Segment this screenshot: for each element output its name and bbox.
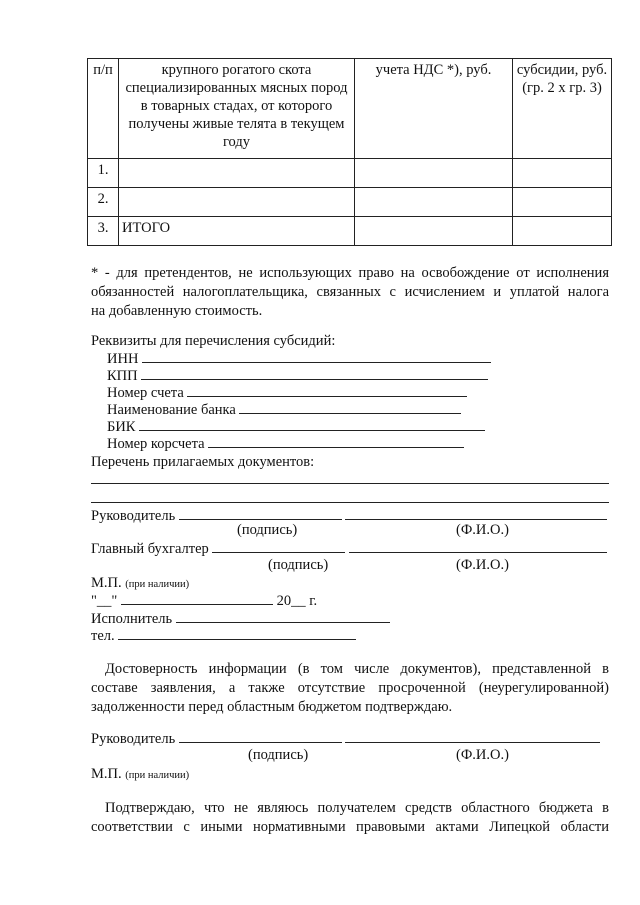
row-name: ИТОГО (119, 217, 355, 246)
requisites-title: Реквизиты для перечисления субсидий: (91, 333, 336, 349)
row-number: 1. (88, 159, 119, 188)
header-cell-subsidy: субсидии, руб. (гр. 2 х гр. 3) (513, 59, 612, 159)
tel-field[interactable] (118, 627, 356, 640)
footnote-line: на добавленную стоимость. (91, 303, 263, 319)
signature-caption: (подпись) (248, 747, 309, 763)
confirmation-line: задолженности перед областным бюджетом подтверждаю. (91, 699, 453, 715)
header-cell-num: п/п (88, 59, 119, 159)
stamp-row (91, 574, 189, 594)
fio-caption: (Ф.И.О.) (456, 522, 509, 538)
tel-row (91, 627, 356, 645)
bik-label: БИК (107, 419, 136, 435)
row-name (119, 188, 355, 217)
tel-label: тел. (91, 628, 115, 644)
row-cell (355, 217, 513, 246)
accountant-fio-field[interactable] (349, 540, 607, 553)
account-label: Номер счета (107, 385, 184, 401)
row-number: 2. (88, 188, 119, 217)
fio-caption: (Ф.И.О.) (456, 557, 509, 573)
head-fio-field[interactable] (345, 507, 607, 520)
docs-line[interactable] (91, 502, 609, 503)
bank-field[interactable] (239, 401, 461, 414)
signature-caption: (подпись) (237, 522, 298, 538)
corr-row (107, 435, 464, 453)
inn-row (107, 350, 491, 368)
stamp-note: (при наличии) (125, 770, 190, 781)
docs-line[interactable] (91, 483, 609, 484)
docs-title: Перечень прилагаемых документов: (91, 454, 315, 470)
head-label: Руководитель (91, 508, 176, 524)
head-fio-field[interactable] (345, 730, 600, 743)
footnote-line: * - для претендентов, не использующих право на освобождение от исполнения (91, 265, 609, 281)
kpp-label: КПП (107, 368, 138, 384)
row-number: 3. (88, 217, 119, 246)
fio-caption: (Ф.И.О.) (456, 747, 509, 763)
row-cell (513, 217, 612, 246)
corr-label: Номер корсчета (107, 436, 205, 452)
row-cell (513, 188, 612, 217)
confirmation-line: соответствии с иными нормативными правовыми актами Липецкой области (91, 819, 609, 835)
stamp-row-2 (91, 765, 189, 785)
subsidy-table (87, 58, 612, 246)
accountant-label: Главный бухгалтер (91, 541, 209, 557)
signature-caption: (подпись) (268, 557, 329, 573)
inn-label: ИНН (107, 351, 139, 367)
stamp-label: М.П. (91, 575, 122, 591)
confirmation-line: составе заявления, а также отсутствие просроченной (неурегулированной) (91, 680, 609, 696)
confirmation-line: Достоверность информации (в том числе документов), представленной в (105, 661, 609, 677)
row-cell (513, 159, 612, 188)
corr-field[interactable] (208, 435, 464, 448)
confirmation-paragraph-2 (91, 799, 609, 837)
row-name (119, 159, 355, 188)
stamp-label: М.П. (91, 766, 122, 782)
account-field[interactable] (187, 384, 467, 397)
date-day: "__" (91, 593, 118, 609)
head-signature-row (91, 507, 607, 525)
date-month-field[interactable] (121, 592, 273, 605)
date-year: 20__ г. (276, 593, 318, 609)
accountant-signature-field[interactable] (212, 540, 345, 553)
head-signature-field[interactable] (179, 507, 342, 520)
header-cell-livestock: крупного рогатого скота специализированных мясных пород в товарных стадах, от которого получены живые телята в текущем году (119, 59, 355, 159)
bank-row (107, 401, 461, 419)
table-row (88, 188, 612, 217)
bik-field[interactable] (139, 418, 485, 431)
executor-label: Исполнитель (91, 611, 173, 627)
table-header-row (88, 59, 612, 159)
head-signature-field[interactable] (179, 730, 342, 743)
accountant-row (91, 540, 607, 558)
footnote-line: обязанностей налогоплательщика, связанных с исчислением и уплатой налога (91, 284, 609, 300)
head-signature-row-2 (91, 730, 600, 748)
row-cell (355, 159, 513, 188)
head-label: Руководитель (91, 731, 176, 747)
table-row (88, 159, 612, 188)
footnote (91, 264, 609, 321)
kpp-row (107, 367, 488, 385)
header-cell-rate: учета НДС *), руб. (355, 59, 513, 159)
bik-row (107, 418, 485, 436)
account-row (107, 384, 467, 402)
table-row (88, 217, 612, 246)
executor-row (91, 610, 390, 628)
executor-field[interactable] (176, 610, 390, 623)
inn-field[interactable] (142, 350, 491, 363)
stamp-note: (при наличии) (125, 579, 190, 590)
confirmation-paragraph (91, 660, 609, 717)
date-row (91, 592, 317, 610)
confirmation-line: Подтверждаю, что не являюсь получателем средств областного бюджета в (105, 800, 609, 816)
kpp-field[interactable] (141, 367, 488, 380)
bank-label: Наименование банка (107, 402, 236, 418)
row-cell (355, 188, 513, 217)
